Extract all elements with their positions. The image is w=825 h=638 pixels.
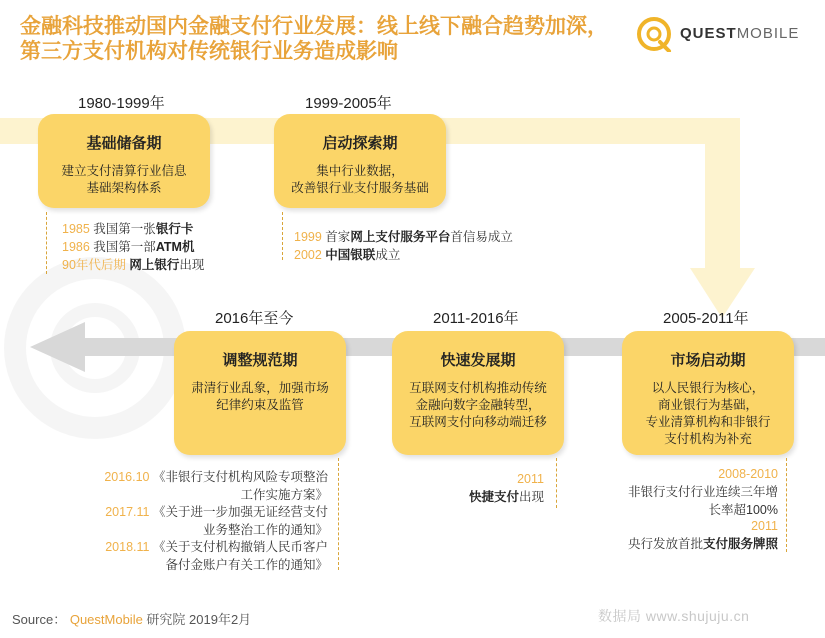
stage-description: 建立支付清算行业信息 基础架构体系 xyxy=(61,164,187,195)
stage-card-5 xyxy=(174,331,346,455)
event-connector xyxy=(282,212,283,260)
event-connector xyxy=(46,212,47,274)
logo-wordmark: QUESTMOBILE xyxy=(680,25,800,42)
event-item: 2011 快捷支付出现 xyxy=(468,472,544,504)
period-label-3: 2005-2011年 xyxy=(663,310,749,327)
stage-title: 快速发展期 xyxy=(440,352,516,369)
event-connector xyxy=(338,458,339,570)
stage-card-4 xyxy=(392,331,564,455)
page-title xyxy=(20,14,630,64)
event-connector xyxy=(786,458,787,552)
event-item: 1999 首家网上支付服务平台首信易成立 xyxy=(294,230,513,244)
event-item: 90年代后期 网上银行出现 xyxy=(62,258,205,272)
period-label-4: 2011-2016年 xyxy=(433,310,519,327)
stage-card-1 xyxy=(38,114,210,208)
stage-description: 以人民银行为核心， 商业银行为基础， 专业清算机构和非银行 支付机构为补充 xyxy=(645,381,771,446)
event-item: 2016.10 《非银行支付机构风险专项整治 工作实施方案》 xyxy=(104,470,328,502)
stage-description: 肃清行业乱象，加强市场 纪律约束及监管 xyxy=(191,381,329,412)
event-item: 2018.11 《关于支付机构撤销人民币客户 备付金账户有关工作的通知》 xyxy=(105,540,328,572)
period-label-1: 1980-1999年 xyxy=(78,95,165,112)
period-label-2: 1999-2005年 xyxy=(305,95,392,112)
source-note: Source： QuestMobile 研究院 2019年2月 xyxy=(12,612,252,627)
stage-title: 调整规范期 xyxy=(222,352,298,369)
site-watermark: 数据局 www.shujuju.cn xyxy=(598,608,750,624)
stage-title: 启动探索期 xyxy=(322,135,398,152)
event-item: 2002 中国银联成立 xyxy=(294,248,401,262)
event-item: 2017.11 《关于进一步加强无证经营支付 业务整治工作的通知》 xyxy=(105,505,328,537)
stage-description: 集中行业数据， 改善银行业支付服务基础 xyxy=(291,164,429,195)
stage-card-2 xyxy=(274,114,446,208)
event-item: 1986 我国第一部ATM机 xyxy=(62,240,195,254)
questmobile-logo-icon xyxy=(636,16,672,52)
questmobile-logo xyxy=(636,14,816,58)
event-item: 2008-2010 非银行支付行业连续三年增 长率超100% xyxy=(627,467,778,517)
title-line-2: 第三方支付机构对传统银行业务造成影响 xyxy=(20,40,398,63)
title-line-1: 金融科技推动国内金融支付行业发展：线上线下融合趋势加深， xyxy=(20,15,608,38)
period-label-5: 2016年至今 xyxy=(215,310,294,327)
stage-description: 互联网支付机构推动传统 金融向数字金融转型， 互联网支付向移动端迁移 xyxy=(409,381,547,429)
stage-title: 市场启动期 xyxy=(670,352,746,369)
event-item: 1985 我国第一张银行卡 xyxy=(62,222,194,236)
stage-card-3 xyxy=(622,331,794,455)
event-connector xyxy=(556,458,557,508)
stage-title: 基础储备期 xyxy=(86,135,162,152)
event-item: 2011 央行发放首批支付服务牌照 xyxy=(627,519,778,551)
